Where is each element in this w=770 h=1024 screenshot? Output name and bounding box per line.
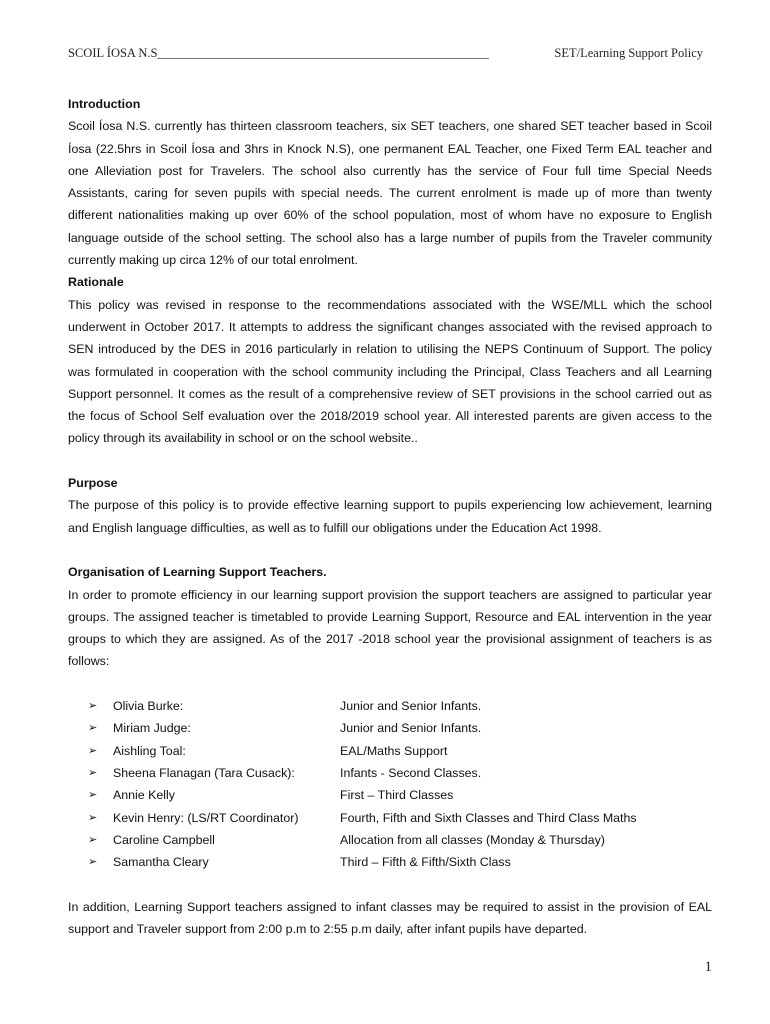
paragraph-rationale: This policy was revised in response to the recommendations associated with the WSE/MLL which the school underwent in October 2017. It attempts to address the significant changes associated with the revised approach to SEN introduced by the DES in 2016 particularly in relation to utilising the NEPS Continuum of Support. The policy was formulated in cooperation with the school community including the Principal, Class Teachers and all Learning Support personnel. It comes as the result of a comprehensive review of SET provisions in the school carried out as the focus of School Self evaluation over the 2018/2019 school year. All interested parents are given access to the policy through its availability in school or on the school website.. [68, 297, 712, 446]
paragraph-introduction: Scoil Íosa N.S. currently has thirteen classroom teachers, six SET teachers, one shared SET teacher based in Scoil Íosa (22.5hrs in Scoil Íosa and 3hrs in Knock N.S), one permanent EAL Teacher, one Fixed Term EAL teacher and one Alleviation post for Travelers. The school also currently has the service of Four full time Special Needs Assistants, caring for seven pupils with special needs. The current enrolment is made up of more than twenty different nationalities making up over 60% of the school population, most of whom have no exposure to English language outside of the school setting. The school also has a large number of pupils from the Traveler community currently making up circa 12% of our total enrolment. [68, 119, 712, 268]
teacher-name: Caroline Campbell [113, 832, 215, 847]
arrow-bullet-icon: ➢ [88, 766, 98, 779]
heading-rationale: Rationale [68, 275, 124, 290]
teacher-name: Olivia Burke: [113, 699, 184, 714]
teacher-name: Annie Kelly [113, 788, 175, 803]
teacher-name: Sheena Flanagan (Tara Cusack): [113, 765, 295, 780]
list-item [68, 829, 712, 851]
list-item [68, 851, 712, 873]
teacher-assignment: Junior and Senior Infants. [340, 721, 482, 736]
heading-introduction: Introduction [68, 97, 141, 111]
arrow-bullet-icon: ➢ [88, 744, 98, 757]
spacer [68, 873, 712, 895]
spacer [68, 450, 712, 472]
teacher-assignment-list [68, 695, 712, 873]
teacher-name: Kevin Henry: (LS/RT Coordinator) [113, 810, 299, 825]
teacher-assignment: Infants - Second Classes. [340, 765, 482, 780]
document-body [68, 93, 712, 940]
list-item [68, 717, 712, 739]
teacher-assignment: Allocation from all classes (Monday & Thursday) [340, 832, 605, 847]
header-school-name: SCOIL ÍOSA N.S_____________________________________________________ [68, 46, 489, 60]
heading-organisation: Organisation of Learning Support Teachers. [68, 565, 327, 580]
teacher-assignment: EAL/Maths Support [340, 743, 448, 758]
teacher-name: Miriam Judge: [113, 721, 191, 736]
list-item [68, 695, 712, 717]
teacher-assignment: Junior and Senior Infants. [340, 699, 482, 714]
header-policy-title: SET/Learning Support Policy [554, 46, 703, 60]
arrow-bullet-icon: ➢ [88, 811, 98, 824]
teacher-assignment: Fourth, Fifth and Sixth Classes and Third Class Maths [340, 810, 637, 825]
spacer [68, 539, 712, 561]
list-item [68, 762, 712, 784]
arrow-bullet-icon: ➢ [88, 789, 98, 802]
spacer [68, 673, 712, 695]
paragraph-closing: In addition, Learning Support teachers assigned to infant classes may be required to assist in the provision of EAL support and Traveler support from 2:00 p.m to 2:55 p.m daily, after infant pupils have departed. [68, 899, 712, 936]
arrow-bullet-icon: ➢ [88, 833, 98, 846]
teacher-assignment: First – Third Classes [340, 788, 454, 803]
teacher-name: Samantha Cleary [113, 855, 209, 870]
arrow-bullet-icon: ➢ [88, 856, 98, 869]
paragraph-purpose: The purpose of this policy is to provide effective learning support to pupils experiencing low achievement, learning and English language difficulties, as well as to fulfill our obligations under the Education Act 1998. [68, 498, 712, 535]
list-item [68, 784, 712, 806]
teacher-name: Aishling Toal: [113, 743, 186, 758]
page-number: 1 [704, 959, 712, 975]
paragraph-organisation: In order to promote efficiency in our learning support provision the support teachers are assigned to particular year groups. The assigned teacher is timetabled to provide Learning Support, Resource and EAL intervention in the year groups to which they are assigned. As of the 2017 -2018 school year the provisional assignment of teachers is as follows: [68, 587, 712, 669]
teacher-assignment: Third – Fifth & Fifth/Sixth Class [340, 855, 511, 870]
arrow-bullet-icon: ➢ [88, 722, 98, 735]
arrow-bullet-icon: ➢ [88, 700, 98, 713]
list-item [68, 807, 712, 829]
heading-purpose: Purpose [68, 476, 118, 491]
list-item [68, 740, 712, 762]
